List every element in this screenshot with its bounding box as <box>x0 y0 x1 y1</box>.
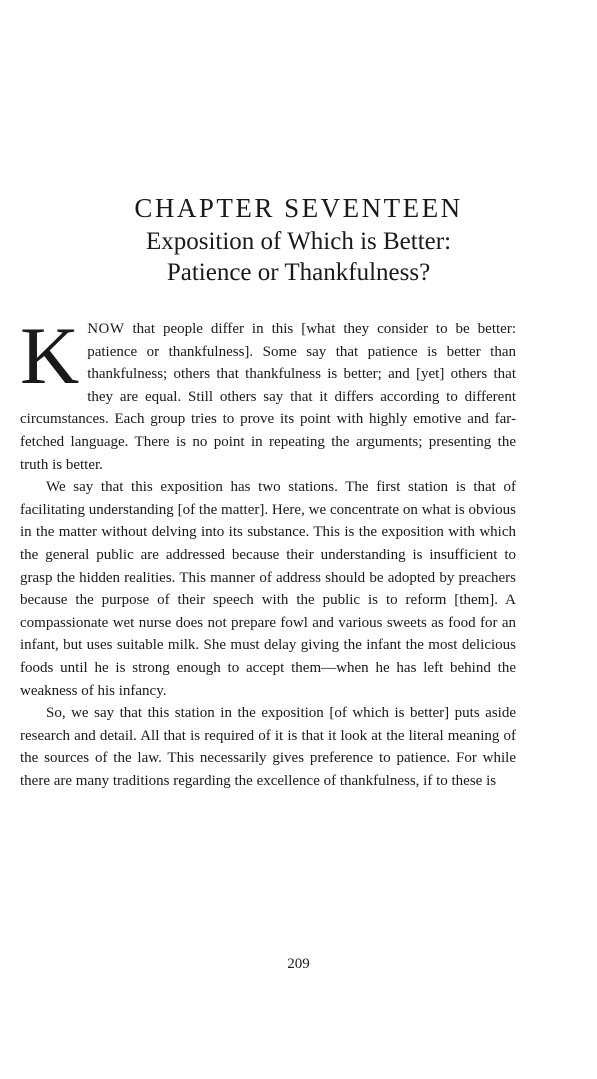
paragraph-2: We say that this exposition has two stations. The first station is that of facilitating understanding [of the matter]. Here, we concentrate on what is obvious in the matter without delving into its substance. This is the exposition with which the general public are addressed because their understanding is insufficient to grasp the hidden realities. This manner of address should be adopted by preachers because the purpose of their speech with the public is to reform [them]. A compassionate wet nurse does not prepare fowl and various sweets as food for an infant, but uses suitable milk. She must delay giving the infant the most delicious foods until he is strong enough to accept them—when he has left behind the weakness of his infancy. <box>20 479 516 699</box>
chapter-title <box>0 226 597 288</box>
drop-cap: K <box>20 310 80 401</box>
body-text <box>20 310 516 792</box>
chapter-title-line-1: Exposition of Which is Better: <box>145 228 452 255</box>
lead-word: NOW <box>87 321 125 337</box>
chapter-heading: CHAPTER SEVENTEEN <box>134 193 463 223</box>
page-number: 209 <box>287 956 310 972</box>
paragraph-1 <box>20 310 516 476</box>
paragraph-3: So, we say that this station in the exposition [of which is better] puts aside research and detail. All that is required of it is that it look at the literal meaning of the sources of the law. This necessarily gives preference to patience. For while there are many traditions regarding the excellence of thankfulness, if to these is <box>20 705 516 789</box>
chapter-title-line-2: Patience or Thankfulness? <box>166 259 431 286</box>
paragraph-1-text: that people differ in this [what they consider to be better: patience or thankfulness]. Some say that patience is better than thankfulness; others that thankfulness is better; and [yet] others that they are equal. Still others say that it differs according to different circumstances. Each group tries to prove its point with highly emotive and far-fetched language. There is no point in repeating the arguments; presenting the truth is better. <box>20 321 516 473</box>
